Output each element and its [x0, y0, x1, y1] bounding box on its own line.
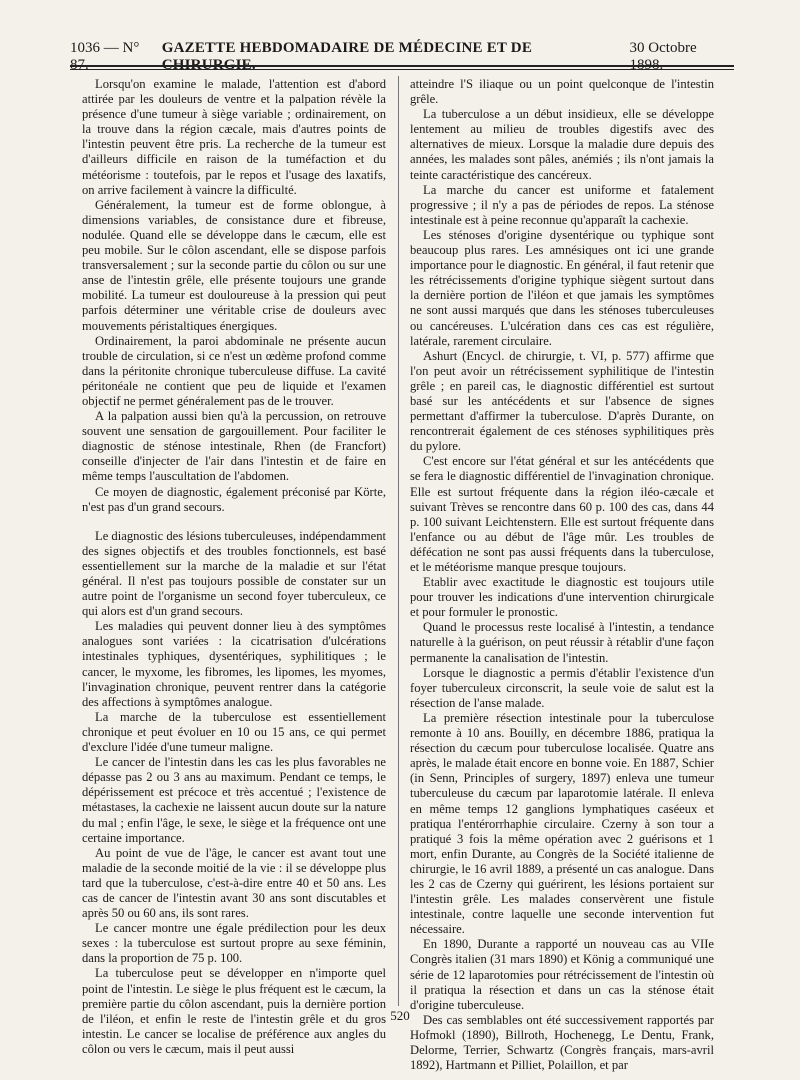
- left-column: [82, 77, 386, 1057]
- running-header: [70, 40, 734, 73]
- journal-title: GAZETTE HEBDOMADAIRE DE MÉDECINE ET DE CHIRURGIE.: [161, 40, 533, 73]
- paragraph: La première résection intestinale pour la tuberculose remonte à 10 ans. Bouilly, en décembre 1886, pratiqua la résection du cæcum pour tuberculose localisée. Quatre ans après, le malade était encore en bonne voie. En 1887, Schier (in Senn, Principles of surgery, 1897) enleva une tumeur tuberculeuse du cæcum par laparotomie latérale. Il enleva en même temps 12 ganglions lymphatiques caséeux et pratiqua l'entérorrhaphie circulaire. Czerny à son tour a pratiqué 3 fois la même opération avec 2 guérisons et 1 mort, enfin Durante, au Congrès de la Société italienne de chirurgie, le 16 avril 1889, a présenté un cas analogue. Dans les 2 cas de Czerny qui guérirent, les lésions portaient sur l'intestin grêle. Les malades conservèrent une fistule intestinale, contre laquelle une seconde intervention fut nécessaire.: [410, 710, 714, 937]
- paragraph: Généralement, la tumeur est de forme oblongue, à dimensions variables, de consistance dure et fibreuse, nodulée. Quand elle se développe dans le cæcum, elle est peu mobile. Sur le côlon ascendant, elle se dispose parfois transversalement ; sur la seconde partie du côlon ou sur une anse de l'intestin grêle, elle présente toujours une grande mobilité. La tumeur est douloureuse à la pression qui peut parfois déterminer une véritable crise de douleurs avec mouvements péristaltiques énergiques.: [82, 197, 386, 333]
- paragraph: Le cancer montre une égale prédilection pour les deux sexes : la tuberculose est surtout propre au sexe féminin, dans la proportion de 75 p. 100.: [82, 921, 386, 966]
- section-break: [82, 515, 386, 529]
- paragraph: Le cancer de l'intestin dans les cas les plus favorables ne dépasse pas 2 ou 3 ans au maximum. Pendant ce temps, le dépérissement est précoce et très accentué ; l'existence de métastases, la cachexie ne laissent aucun doute sur la nature du mal ; enfin l'âge, le sexe, le siège et la fréquence ont une certaine importance.: [82, 755, 386, 845]
- paragraph: En 1890, Durante a rapporté un nouveau cas au VIIe Congrès italien (31 mars 1890) et König a communiqué une série de 12 laparotomies pour rétrécissement de l'intestin où il pratiqua la résection et dans un cas la sténose était d'origine tuberculeuse.: [410, 937, 714, 1012]
- paragraph: Les maladies qui peuvent donner lieu à des symptômes analogues sont variées : la cicatrisation d'ulcérations intestinales typhiques, dysentériques, syphilitiques ; le cancer, le myxome, les fibromes, les lipomes, les myomes, l'invagination chronique, peuvent rentrer dans la catégorie des affections à symptômes analogue.: [82, 619, 386, 709]
- paragraph: Les sténoses d'origine dysentérique ou typhique sont beaucoup plus rares. Les amnésiques ont ici une grande importance pour le diagnostic. En général, il faut retenir que les rétrécissements d'origine typhique siègent surtout dans la dernière portion de l'iléon et que jamais les symptômes ne sont aussi marqués que dans les sténoses tuberculeuses ou cancéreuses. L'ulcération dans ces cas est régulière, latérale, rarement circulaire.: [410, 227, 714, 348]
- paragraph: La marche du cancer est uniforme et fatalement progressive ; il n'y a pas de périodes de repos. La sténose intestinale est à peine reconnue qu'apparaît la cachexie.: [410, 182, 714, 227]
- paragraph-continuation: atteindre l'S iliaque ou un point quelconque de l'intestin grêle.: [410, 77, 714, 107]
- paragraph: La tuberculose a un début insidieux, elle se développe lentement au milieu de troubles digestifs avec des alternatives de mieux. Lorsque la maladie dure depuis des années, les malades sont pâles, anémiés ; ils n'ont jamais la teinte caractéristique des cancéreux.: [410, 107, 714, 182]
- paragraph: Ashurt (Encycl. de chirurgie, t. VI, p. 577) affirme que l'on peut avoir un rétrécissement syphilitique de l'intestin grêle ; en pareil cas, le diagnostic différentiel est surtout basé sur les antécédents et sur l'absence de signes permettant d'affirmer la tuberculose. D'après Durante, on rencontrerait également de ces sténoses syphilitiques près du pylore.: [410, 348, 714, 454]
- paragraph: Ordinairement, la paroi abdominale ne présente aucun trouble de circulation, si ce n'est un œdème profond comme dans la péritonite chronique tuberculeuse diffuse. La cavité péritonéale ne contient que peu de liquide et l'examen objectif ne permet généralement pas de le trouver.: [82, 333, 386, 408]
- paragraph: Etablir avec exactitude le diagnostic est toujours utile pour trouver les indications d'une intervention chirurgicale et pour formuler le pronostic.: [410, 575, 714, 620]
- paragraph: Au point de vue de l'âge, le cancer est avant tout une maladie de la seconde moitié de la vie : il se développe plus tard que la tuberculose, c'est-à-dire entre 40 et 50 ans. Les cas de cancer de l'intestin avant 30 ans sont discutables et après 50 ou 60 ans, ils sont rares.: [82, 845, 386, 921]
- paragraph: Lorsqu'on examine le malade, l'attention est d'abord attirée par les douleurs de ventre et la palpation révèle la présence d'une tumeur à siège variable ; ordinairement, on la trouve dans la région cæcale, mais d'autres points de l'intestin peuvent être pris. La recherche de la tumeur est d'ailleurs difficile en raison de la tuméfaction et du météorisme : toutefois, par le repos et l'usage des laxatifs, on arrive facilement à vaincre la difficulté.: [82, 77, 386, 197]
- issue-date: 30 Octobre 1898.: [629, 40, 697, 73]
- paragraph: Quand le processus reste localisé à l'intestin, a tendance naturelle à la guérison, on peut réussir à rétablir d'une façon permanente la canalisation de l'intestin.: [410, 620, 714, 665]
- paragraph: Le diagnostic des lésions tuberculeuses, indépendamment des signes objectifs et des troubles fonctionnels, est basé essentiellement sur la marche de la maladie et sur l'état général. Il n'est pas toujours possible de constater sur un autre point de l'organisme un second foyer tuberculeux, ce qui alors est d'un grand secours.: [82, 528, 386, 619]
- header-rule-thick: [70, 65, 734, 67]
- paragraph: Lorsque le diagnostic a permis d'établir l'existence d'un foyer tuberculeux circonscrit, la seule voie de salut est la résection de l'anse malade.: [410, 665, 714, 710]
- paragraph: La marche de la tuberculose est essentiellement chronique et peut évoluer en 10 ou 15 ans, ce qui permet d'exclure l'idée d'une tumeur maligne.: [82, 709, 386, 755]
- paragraph: Des cas semblables ont été successivement rapportés par Hofmokl (1890), Billroth, Hochenegg, Le Dentu, Frank, Delorme, Terrier, Schwartz (Congrès français, mars-avril 1892), Hartmann et Pilliet, Polaillon, et par: [410, 1012, 714, 1073]
- column-divider: [398, 76, 399, 1006]
- header-rule-thin: [70, 69, 734, 70]
- paragraph: La tuberculose peut se développer en n'importe quel point de l'intestin. Le siège le plus fréquent est le cæcum, la première partie du côlon ascendant, puis la dernière portion de l'iléon, et enfin le reste de l'intestin grêle et du gros intestin. Le cancer se localise de préférence aux angles du côlon ou vers le cæcum, mais il peut aussi: [82, 966, 386, 1056]
- issue-page-number: 1036 — N° 87.: [70, 40, 140, 73]
- paragraph: Ce moyen de diagnostic, également préconisé par Körte, n'est pas d'un grand secours.: [82, 484, 386, 514]
- paragraph: A la palpation aussi bien qu'à la percussion, on retrouve souvent une sensation de gargouillement. Pour faciliter le diagnostic de sténose intestinale, Rhen (de Francfort) conseille d'injecter de l'air dans l'intestin et de faire en même temps l'auscultation de l'abdomen.: [82, 409, 386, 484]
- paragraph: C'est encore sur l'état général et sur les antécédents que se fera le diagnostic différentiel de l'invagination chronique. Elle est surtout fréquente dans la région iléo-cæcale et suivant Trèves se rencontre dans 60 p. 100 des cas, dans 44 p. 100 suivant Leichtenstern. Elle est surtout fréquente dans l'enfance ou au début de l'âge mûr. Les troubles de défécation ne sont pas aussi fréquents dans la tuberculose, et le météorisme manque presque toujours.: [410, 454, 714, 574]
- page-folio: 520: [390, 1008, 410, 1023]
- right-column: [410, 77, 714, 1073]
